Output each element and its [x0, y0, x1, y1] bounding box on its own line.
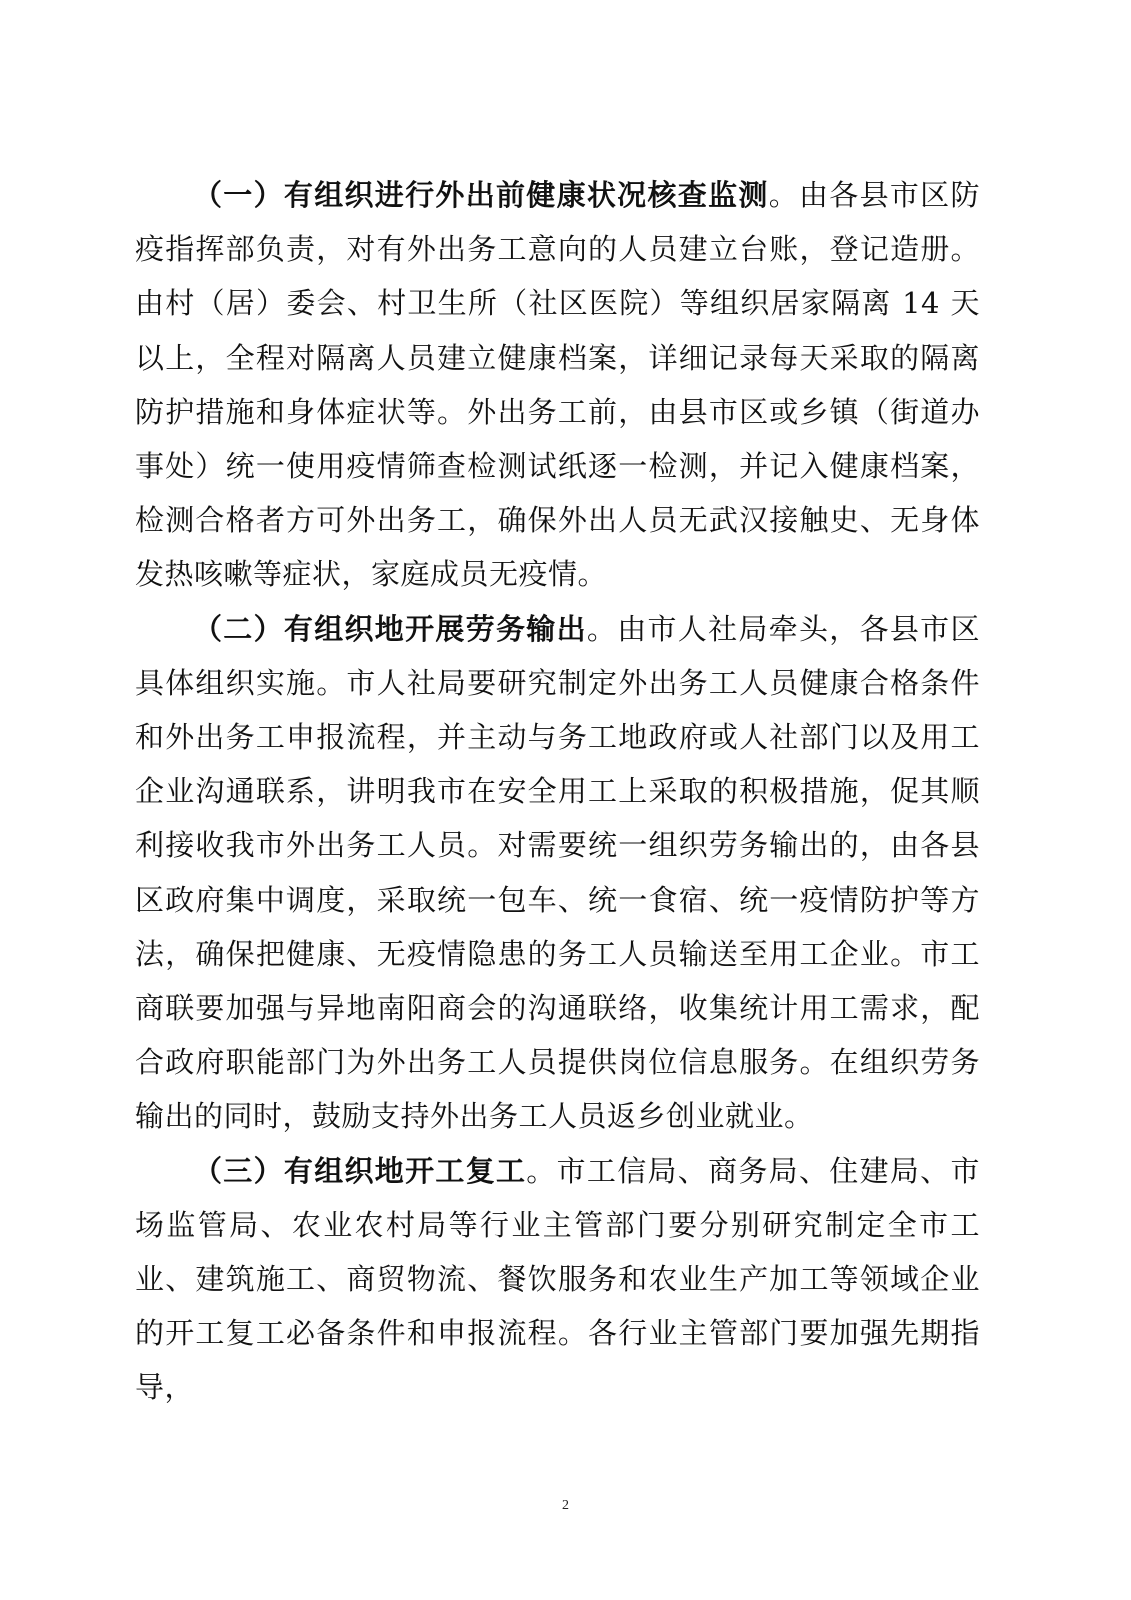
paragraph-2-text: 。由市人社局牵头，各县市区具体组织实施。市人社局要研究制定外出务工人员健康合格条件和外出务工申报流程，并主动与务工地政府或人社部门以及用工企业沟通联系，讲明我市在安全用工上采取的积极措施，促其顺利接收我市外出务工人员。对需要统一组织劳务输出的，由各县区政府集中调度，采取统一包车、统一食宿、统一疫情防护等方法，确保把健康、无疫情隐患的务工人员输送至用工企业。市工商联要加强与异地南阳商会的沟通联络，收集统计用工需求，配合政府职能部门为外出务工人员提供岗位信息服务。在组织劳务输出的同时，鼓励支持外出务工人员返乡创业就业。	[135, 611, 980, 1134]
paragraph-3	[135, 1144, 980, 1415]
paragraph-1-text: 。由各县市区防疫指挥部负责，对有外出务工意向的人员建立台账，登记造册。由村（居）委会、村卫生所（社区医院）等组织居家隔离 14 天以上，全程对隔离人员建立健康档案，详细记录每天采取的隔离防护措施和身体症状等。外出务工前，由县市区或乡镇（街道办事处）统一使用疫情筛查检测试纸逐一检测，并记入健康档案，检测合格者方可外出务工，确保外出人员无武汉接触史、无身体发热咳嗽等症状，家庭成员无疫情。	[135, 178, 980, 592]
document-body	[135, 168, 980, 1415]
page-number: 2	[562, 1498, 569, 1513]
paragraph-1-heading: （一）有组织进行外出前健康状况核查监测	[193, 178, 769, 212]
paragraph-3-heading: （三）有组织地开工复工	[193, 1153, 527, 1188]
paragraph-2	[135, 602, 980, 1144]
paragraph-3-text: 。市工信局、商务局、住建局、市场监管局、农业农村局等行业主管部门要分别研究制定全市工业、建筑施工、商贸物流、餐饮服务和农业生产加工等领域企业的开工复工必备条件和申报流程。各行业主管部门要加强先期指导，	[135, 1153, 980, 1405]
paragraph-1	[135, 168, 980, 602]
paragraph-2-heading: （二）有组织地开展劳务输出	[193, 611, 587, 646]
